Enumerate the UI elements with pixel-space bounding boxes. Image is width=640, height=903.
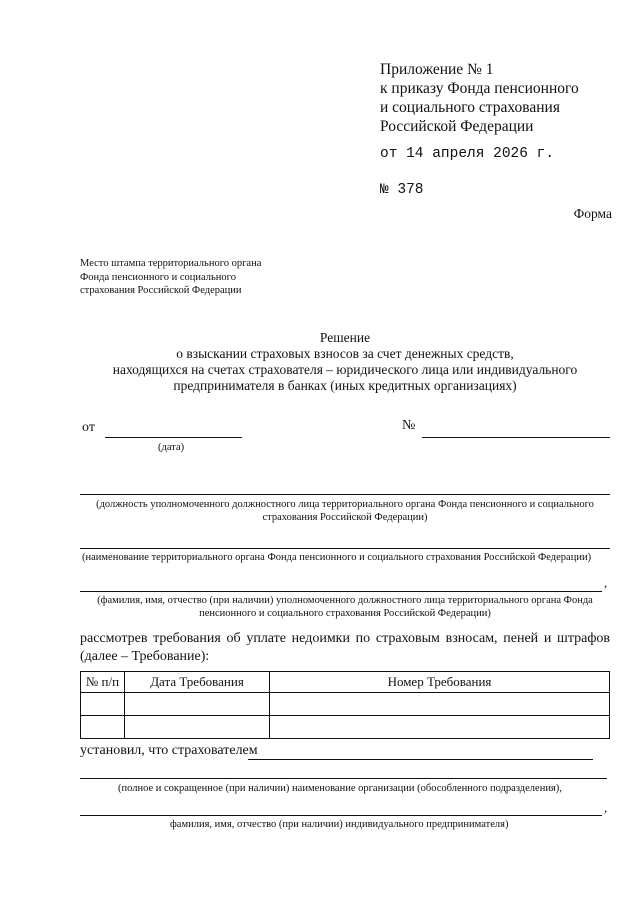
table-cell[interactable] bbox=[81, 716, 125, 739]
form-label: Форма bbox=[573, 206, 612, 221]
entrepreneur-caption: фамилия, имя, отчество (при наличии) индивидуального предпринимателя) bbox=[170, 819, 509, 830]
header-date: Дата Требования bbox=[125, 672, 270, 693]
table-header-row bbox=[81, 672, 610, 693]
title-line-1: Решение bbox=[319, 330, 371, 345]
date-caption: (дата) bbox=[158, 442, 185, 453]
document-title bbox=[80, 330, 610, 394]
table-cell[interactable] bbox=[270, 693, 610, 716]
appendix-line-4: Российской Федерации bbox=[380, 118, 534, 135]
stamp-placeholder bbox=[80, 257, 261, 298]
territorial-body-caption: (наименование территориального органа Фонда пенсионного и социального страхования Российской Федерации) bbox=[82, 552, 592, 563]
table-cell[interactable] bbox=[81, 693, 125, 716]
stamp-line-2: Фонда пенсионного и социального bbox=[80, 271, 236, 283]
territorial-body-line[interactable] bbox=[80, 548, 610, 549]
table-row bbox=[81, 716, 610, 739]
organization-line[interactable] bbox=[80, 778, 607, 779]
order-date: от 14 апреля 2026 г. bbox=[380, 146, 555, 162]
number-label: № bbox=[402, 418, 416, 433]
table-cell[interactable] bbox=[270, 716, 610, 739]
order-number: № 378 bbox=[380, 182, 424, 198]
number-field-line[interactable] bbox=[422, 437, 610, 438]
stamp-line-1: Место штампа территориального органа bbox=[80, 258, 262, 269]
considered-paragraph: рассмотрев требования об уплате недоимки по страховым взносам, пеней и штрафов (далее – Требование): bbox=[80, 631, 610, 664]
official-name-caption: (фамилия, имя, отчество (при наличии) уполномоченного должностного лица территориального органа Фонда пенсионного и социального страхования Российской Федерации) bbox=[97, 595, 593, 619]
appendix-line-3: и социального страхования bbox=[380, 99, 560, 116]
requirements-table bbox=[80, 671, 610, 739]
appendix-block bbox=[380, 60, 579, 136]
stamp-line-3: страхования Российской Федерации bbox=[80, 285, 242, 296]
table-cell[interactable] bbox=[125, 716, 270, 739]
comma-2: , bbox=[604, 800, 608, 815]
insurer-line[interactable] bbox=[248, 759, 593, 760]
appendix-line-2: к приказу Фонда пенсионного bbox=[380, 80, 579, 97]
table-row bbox=[81, 693, 610, 716]
organization-caption: (полное и сокращенное (при наличии) наименование организации (обособленного подразделения), bbox=[118, 783, 562, 794]
official-position-caption: (должность уполномоченного должностного лица территориального органа Фонда пенсионного и социального страхования Российской Федерации) bbox=[96, 499, 594, 523]
header-req-number: Номер Требования bbox=[270, 672, 610, 693]
entrepreneur-line[interactable] bbox=[80, 815, 602, 816]
appendix-line-1: Приложение № 1 bbox=[380, 61, 494, 78]
established-label: установил, что страхователем bbox=[80, 743, 258, 758]
title-line-2: о взыскании страховых взносов за счет денежных средств, bbox=[176, 346, 514, 361]
title-line-3: находящихся на счетах страхователя – юридического лица или индивидуального bbox=[112, 362, 578, 377]
title-line-4: предпринимателя в банках (иных кредитных организациях) bbox=[173, 378, 517, 393]
from-label: от bbox=[82, 420, 95, 435]
header-number: № п/п bbox=[81, 672, 125, 693]
official-name-line[interactable] bbox=[80, 591, 602, 592]
official-position-line[interactable] bbox=[80, 494, 610, 495]
comma-1: , bbox=[604, 575, 608, 590]
date-field-line[interactable] bbox=[105, 437, 242, 438]
table-cell[interactable] bbox=[125, 693, 270, 716]
